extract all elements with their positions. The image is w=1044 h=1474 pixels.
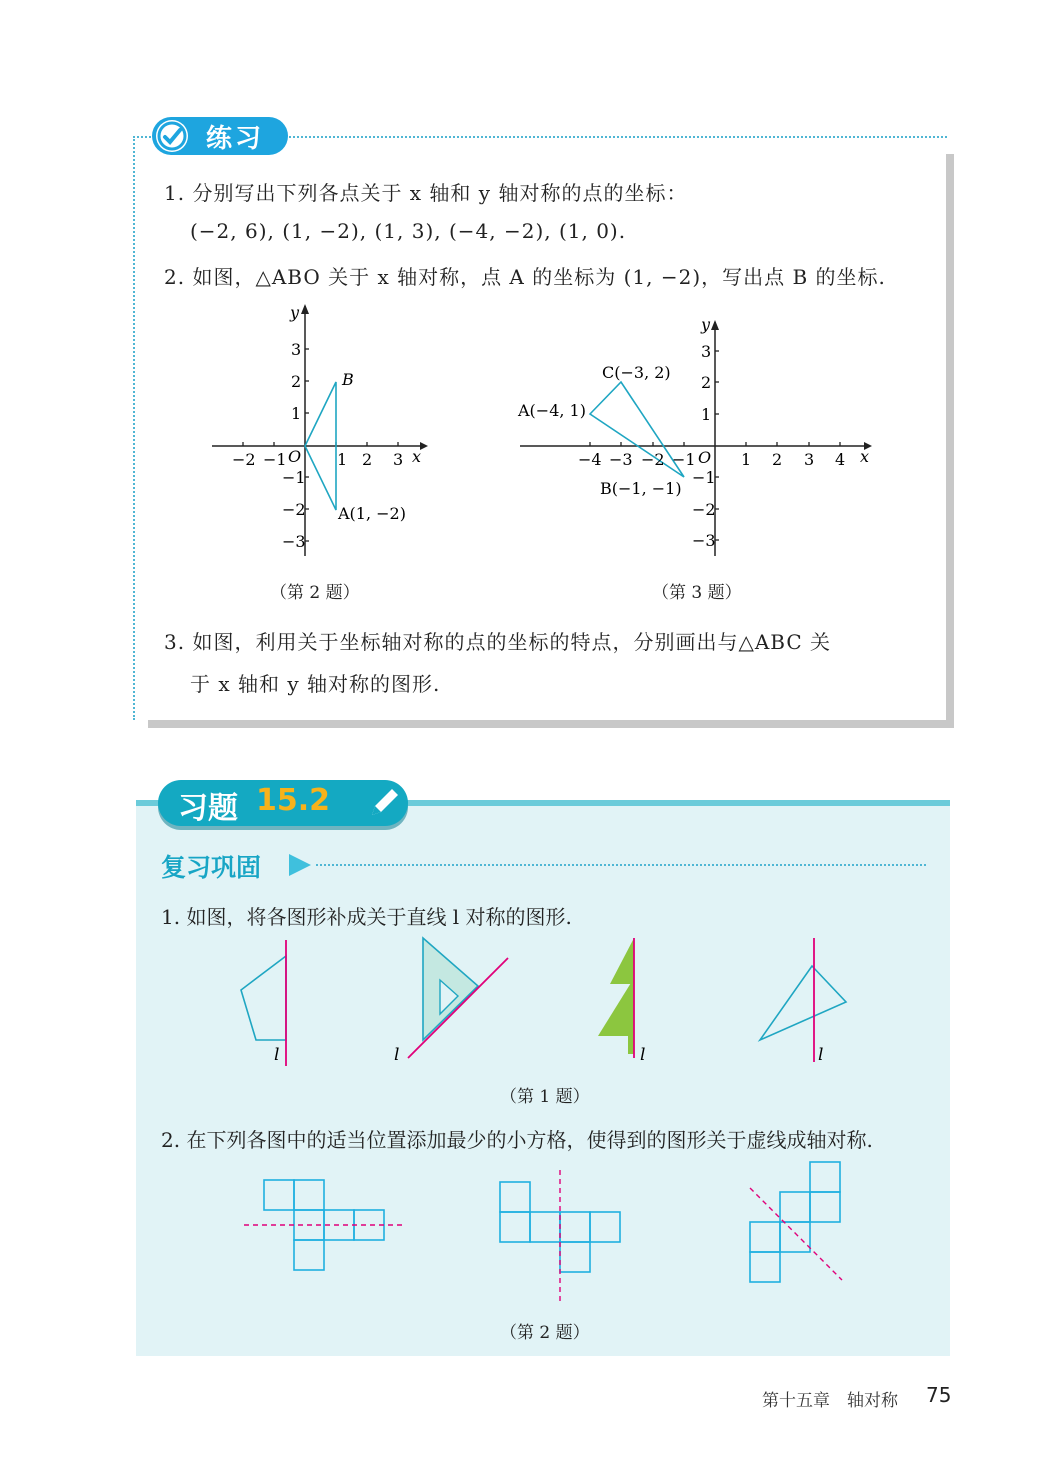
- fig3-x-tick: −1: [672, 450, 696, 469]
- fig3-y-tick: −3: [692, 531, 716, 550]
- pencil-icon: [366, 785, 402, 821]
- practice-check-icon: [156, 120, 188, 152]
- fig3-y-tick: −2: [692, 500, 716, 519]
- q1-fig-tree: [590, 934, 660, 1068]
- fig2-y-tick: −3: [282, 532, 306, 551]
- footer-chapter: 第十五章 轴对称: [762, 1391, 898, 1411]
- exercise-title: 习题: [178, 791, 238, 826]
- triangle-ABC: [590, 382, 684, 477]
- fig2-y-label: y: [290, 303, 300, 322]
- fig3-x-tick: −4: [578, 450, 602, 469]
- q2-grid-2: [496, 1168, 626, 1308]
- practice-q2: 2. 如图，△ABO 关于 x 轴对称，点 A 的坐标为 (1, −2)，写出点 B 的坐标.: [164, 265, 886, 289]
- fig3-origin-label: O: [698, 448, 712, 467]
- fig3-x-tick: −3: [609, 450, 633, 469]
- fig3-x-tick: 4: [835, 450, 846, 469]
- practice-q3-line1: 3. 如图，利用关于坐标轴对称的点的坐标的特点，分别画出与△ABC 关: [164, 630, 831, 654]
- fig3-caption: （第 3 题）: [652, 583, 742, 603]
- fig3-y-label: y: [701, 315, 711, 334]
- line-l-label: l: [394, 1045, 400, 1065]
- exercise-number: 15.2: [256, 783, 331, 818]
- fig2-y-tick: 2: [291, 372, 302, 391]
- fig2-x-label: x: [412, 447, 422, 466]
- arrow-right-icon: [287, 852, 313, 878]
- fig3-x-tick: 2: [772, 450, 783, 469]
- exercise-fig1-caption: （第 1 题）: [500, 1087, 590, 1107]
- fig3-point-A-label: A(−4, 1): [518, 401, 586, 420]
- line-l-label: l: [818, 1045, 824, 1065]
- exercise-q2: 2. 在下列各图中的适当位置添加最少的小方格，使得到的图形关于虚线成轴对称.: [161, 1128, 873, 1152]
- exercise-q1: 1. 如图，将各图形补成关于直线 l 对称的图形.: [161, 905, 572, 929]
- fig3-point-B-label: B(−1, −1): [600, 479, 682, 498]
- q1-fig-set-square: [390, 934, 514, 1068]
- fig3-y-tick: 2: [701, 373, 712, 392]
- fig2-coordinate-plane: [208, 300, 428, 562]
- fig3-y-tick: 1: [701, 405, 712, 424]
- fig3-x-tick: −2: [641, 450, 665, 469]
- exercise-fig2-caption: （第 2 题）: [500, 1323, 590, 1343]
- practice-q1-line2: (−2, 6), (1, −2), (1, 3), (−4, −2), (1, 0).: [190, 219, 627, 243]
- fig3-y-tick: −1: [692, 468, 716, 487]
- fig2-origin-label: O: [288, 447, 302, 466]
- fig2-y-tick: 1: [291, 404, 302, 423]
- q1-fig-triangle: [750, 934, 850, 1068]
- review-heading: 复习巩固: [161, 853, 262, 882]
- practice-q1-line1: 1. 分别写出下列各点关于 x 轴和 y 轴对称的点的坐标：: [164, 181, 688, 205]
- fig2-x-tick: 2: [362, 450, 373, 469]
- fig2-y-tick: −2: [282, 500, 306, 519]
- page-number: 75: [926, 1383, 952, 1407]
- fig3-x-tick: 3: [804, 450, 815, 469]
- fig2-y-tick: −1: [282, 468, 306, 487]
- q1-fig-pentagon: [226, 934, 316, 1068]
- review-dotted-rule: [316, 864, 926, 866]
- fig3-point-C-label: C(−3, 2): [602, 363, 671, 382]
- q2-grid-3: [744, 1158, 848, 1286]
- fig2-caption: （第 2 题）: [270, 583, 360, 603]
- practice-title: 练习: [206, 124, 265, 154]
- fig3-y-tick: 3: [701, 342, 712, 361]
- fig2-y-tick: 3: [291, 340, 302, 359]
- fig2-x-tick: 1: [337, 450, 348, 469]
- practice-q3-line2: 于 x 轴和 y 轴对称的图形.: [190, 672, 441, 696]
- fig3-x-tick: 1: [741, 450, 752, 469]
- fig2-point-A-label: A(1, −2): [338, 504, 406, 523]
- fig2-x-tick: −2: [232, 450, 256, 469]
- line-l-label: l: [274, 1045, 280, 1065]
- q2-grid-1: [240, 1176, 406, 1272]
- fig3-x-label: x: [860, 447, 870, 466]
- fig3-coordinate-plane: [514, 310, 876, 560]
- fig2-x-tick: −1: [263, 450, 287, 469]
- line-l-label: l: [640, 1045, 646, 1065]
- fig2-x-tick: 3: [393, 450, 404, 469]
- fig2-point-B-label: B: [342, 370, 354, 389]
